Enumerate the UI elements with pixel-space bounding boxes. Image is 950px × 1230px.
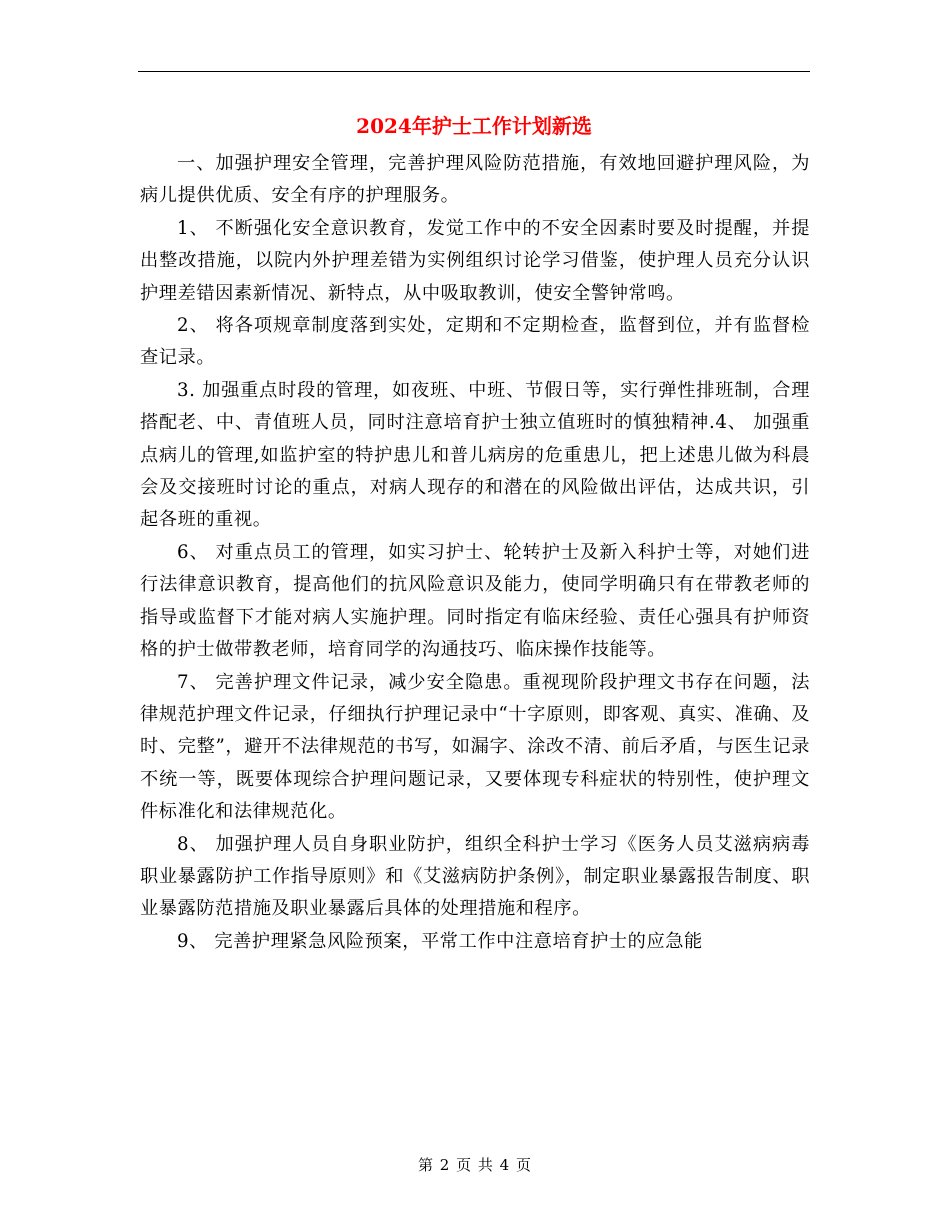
page-footer: 第 2 页 共 4 页	[418, 1156, 532, 1174]
header-rule	[138, 71, 810, 72]
paragraph: 6、 对重点员工的管理，如实习护士、轮转护士及新入科护士等，对她们进行法律意识教育，提高他们的抗风险意识及能力，使同学明确只有在带教老师的指导或监督下才能对病人实施护理。同时指定有临床经验、责任心强具有护师资格的护士做带教老师，培育同学的沟通技巧、临床操作技能等。	[140, 541, 810, 661]
paragraph: 2、 将各项规章制度落到实处，定期和不定期检查，监督到位，并有监督检查记录。	[140, 315, 810, 369]
document-body	[140, 148, 810, 958]
paragraph: 一、加强护理安全管理，完善护理风险防范措施，有效地回避护理风险，为病儿提供优质、安全有序的护理服务。	[140, 153, 810, 207]
paragraph: 3. 加强重点时段的管理，如夜班、中班、节假日等，实行弹性排班制，合理搭配老、中、青值班人员，同时注意培育护士独立值班时的慎独精神.4、 加强重点病儿的管理,如监护室的特护患儿和普儿病房的危重患儿，把上述患儿做为科晨会及交接班时讨论的重点，对病人现存的和潜在的风险做出评估，达成共识，引起各班的重视。	[140, 379, 810, 531]
document-title: 2024年护士工作计划新选	[356, 114, 592, 138]
paragraph: 8、 加强护理人员自身职业防护，组织全科护士学习《医务人员艾滋病病毒职业暴露防护工作指导原则》和《艾滋病防护条例》，制定职业暴露报告制度、职业暴露防范措施及职业暴露后具体的处理措施和程序。	[140, 833, 810, 920]
paragraph: 1、 不断强化安全意识教育，发觉工作中的不安全因素时要及时提醒，并提出整改措施，以院内外护理差错为实例组织讨论学习借鉴，使护理人员充分认识护理差错因素新情况、新特点，从中吸取教训，使安全警钟常鸣。	[140, 217, 810, 304]
paragraph: 9、 完善护理紧急风险预案，平常工作中注意培育护士的应急能	[177, 930, 703, 952]
paragraph: 7、 完善护理文件记录，减少安全隐患。重视现阶段护理文书存在问题，法律规范护理文件记录，仔细执行护理记录中“十字原则，即客观、真实、准确、及时、完整”，避开不法律规范的书写，如漏字、涂改不清、前后矛盾，与医生记录不统一等，既要体现综合护理问题记录，又要体现专科症状的特别性，使护理文件标准化和法律规范化。	[140, 671, 810, 823]
